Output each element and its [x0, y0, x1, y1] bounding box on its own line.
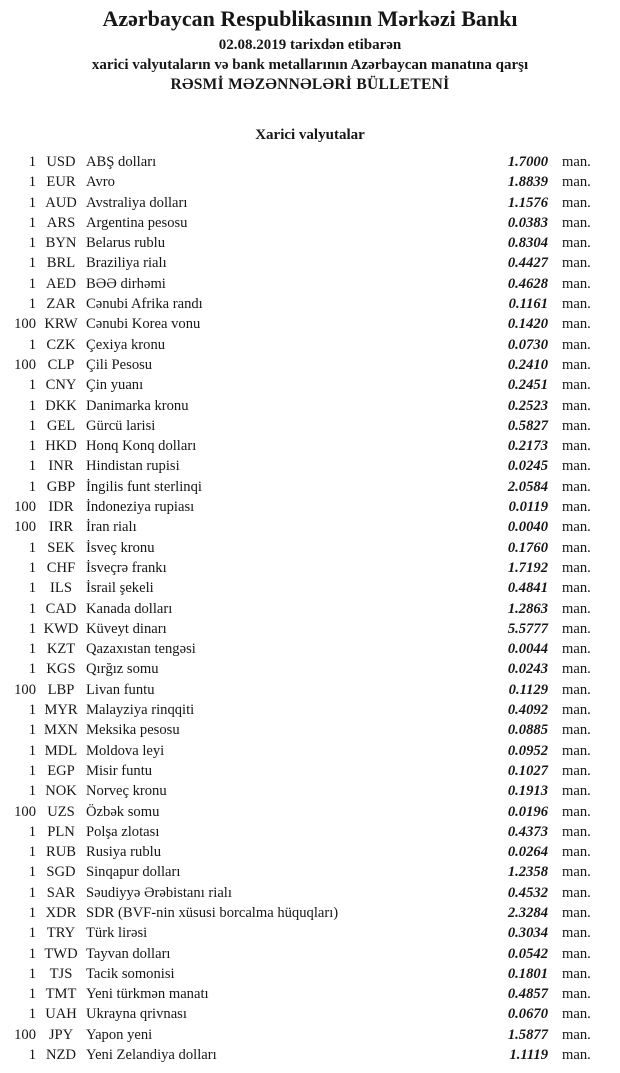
row-unit: man. — [562, 742, 591, 759]
row-currency-code: ZAR — [46, 296, 76, 313]
row-unit: man. — [562, 661, 591, 678]
row-currency-name: Norveç kronu — [86, 783, 167, 800]
row-rate: 0.0885 — [507, 722, 548, 739]
row-rate: 0.0040 — [507, 519, 548, 536]
row-quantity: 1 — [28, 904, 36, 921]
row-currency-code: XDR — [45, 904, 77, 921]
table-row — [0, 619, 620, 639]
table-row — [0, 680, 620, 700]
row-currency-code: IRR — [48, 519, 74, 536]
row-currency-code: MYR — [44, 702, 78, 719]
row-currency-name: Argentina pesosu — [86, 214, 188, 231]
row-currency-name: Tacik somonisi — [86, 965, 175, 982]
row-currency-code: SAR — [46, 884, 76, 901]
row-currency-code: AUD — [45, 194, 77, 211]
row-unit: man. — [562, 316, 591, 333]
table-row — [0, 1025, 620, 1045]
table-row — [0, 396, 620, 416]
row-unit: man. — [562, 762, 591, 779]
table-row — [0, 984, 620, 1004]
row-unit: man. — [562, 417, 591, 434]
row-rate: 2.0584 — [507, 478, 548, 495]
row-rate: 0.8304 — [507, 235, 548, 252]
row-quantity: 1 — [28, 235, 36, 252]
row-rate: 2.3284 — [507, 904, 548, 921]
table-row — [0, 314, 620, 334]
row-quantity: 1 — [28, 641, 36, 658]
row-unit: man. — [562, 580, 591, 597]
table-row — [0, 558, 620, 578]
row-rate: 0.4092 — [507, 702, 548, 719]
row-currency-name: Gürcü larisi — [86, 417, 156, 434]
row-quantity: 100 — [14, 1026, 36, 1043]
row-rate: 0.0243 — [507, 661, 548, 678]
row-quantity: 1 — [28, 1006, 36, 1023]
bulletin-title: RƏSMİ MƏZƏNNƏLƏRİ BÜLLETENİ — [170, 76, 450, 93]
row-currency-code: USD — [46, 154, 76, 170]
row-quantity: 1 — [28, 377, 36, 394]
row-currency-code: HKD — [45, 438, 77, 455]
row-quantity: 1 — [28, 823, 36, 840]
row-currency-name: Braziliya rialı — [86, 255, 167, 272]
section-title: Xarici valyutalar — [255, 127, 365, 143]
row-rate: 0.4841 — [507, 580, 548, 597]
row-currency-name: İsveçrə frankı — [86, 559, 167, 576]
bank-title: Azərbaycan Respublikasının Mərkəzi Bankı — [102, 6, 518, 31]
row-currency-name: Ukrayna qrivnası — [86, 1006, 187, 1023]
row-currency-name: İngilis funt sterlinqi — [86, 478, 202, 495]
table-row — [0, 375, 620, 395]
row-rate: 0.0245 — [507, 458, 548, 475]
row-currency-code: DKK — [45, 397, 77, 414]
table-row — [0, 477, 620, 497]
row-currency-name: Avstraliya dolları — [86, 194, 188, 211]
row-currency-code: KWD — [43, 620, 79, 637]
row-unit: man. — [562, 823, 591, 840]
row-rate: 0.0952 — [507, 742, 548, 759]
row-rate: 0.1913 — [507, 783, 548, 800]
table-row — [0, 842, 620, 862]
row-quantity: 1 — [28, 722, 36, 739]
row-currency-code: TRY — [46, 925, 76, 942]
row-unit: man. — [562, 986, 591, 1003]
table-row — [0, 761, 620, 781]
row-unit: man. — [562, 235, 591, 252]
row-rate: 0.1760 — [507, 539, 548, 556]
bulletin-header — [0, 6, 620, 95]
table-row — [0, 517, 620, 537]
row-unit: man. — [562, 884, 591, 901]
row-unit: man. — [562, 844, 591, 861]
row-currency-code: LBP — [47, 681, 75, 698]
row-quantity: 1 — [28, 1047, 36, 1064]
row-quantity: 1 — [28, 580, 36, 597]
row-unit: man. — [562, 539, 591, 556]
row-unit: man. — [562, 1047, 591, 1064]
row-rate: 0.0730 — [507, 336, 548, 353]
row-currency-code: JPY — [48, 1026, 74, 1043]
row-quantity: 1 — [28, 965, 36, 982]
row-currency-name: Belarus rublu — [86, 235, 166, 252]
row-currency-name: Kanada dolları — [86, 600, 173, 617]
table-row — [0, 822, 620, 842]
row-quantity: 1 — [28, 925, 36, 942]
row-quantity: 100 — [14, 803, 36, 820]
row-unit: man. — [562, 803, 591, 820]
row-currency-code: GEL — [46, 417, 76, 434]
table-row — [0, 1004, 620, 1024]
row-quantity: 1 — [28, 458, 36, 475]
table-row — [0, 862, 620, 882]
row-rate: 0.2410 — [507, 356, 548, 373]
row-rate: 0.2523 — [507, 397, 548, 414]
row-quantity: 1 — [28, 702, 36, 719]
table-row — [0, 578, 620, 598]
row-currency-code: AED — [46, 275, 76, 292]
table-row — [0, 538, 620, 558]
row-currency-name: Misir funtu — [86, 762, 153, 779]
row-quantity: 1 — [28, 275, 36, 292]
row-unit: man. — [562, 702, 591, 719]
table-row — [0, 335, 620, 355]
row-quantity: 1 — [28, 397, 36, 414]
table-row — [0, 416, 620, 436]
table-row — [0, 436, 620, 456]
row-currency-name: İsrail şekeli — [86, 580, 154, 597]
row-quantity: 1 — [28, 174, 36, 191]
row-quantity: 1 — [28, 762, 36, 779]
row-unit: man. — [562, 559, 591, 576]
row-quantity: 1 — [28, 661, 36, 678]
currency-table — [0, 152, 620, 1065]
row-unit: man. — [562, 154, 591, 170]
table-row — [0, 172, 620, 192]
row-rate: 0.1129 — [508, 681, 548, 698]
row-currency-name: Qazaxıstan tengəsi — [86, 641, 196, 658]
row-currency-name: Qırğız somu — [86, 661, 159, 678]
row-rate: 0.5827 — [507, 417, 548, 434]
table-row — [0, 802, 620, 822]
row-currency-code: RUB — [45, 844, 76, 861]
row-unit: man. — [562, 377, 591, 394]
row-currency-code: MXN — [43, 722, 79, 739]
row-unit: man. — [562, 681, 591, 698]
row-currency-name: Çili Pesosu — [86, 356, 153, 373]
table-row — [0, 274, 620, 294]
row-rate: 0.1801 — [507, 965, 548, 982]
row-currency-code: EGP — [47, 762, 75, 779]
table-row — [0, 944, 620, 964]
row-currency-name: Çin yuanı — [86, 377, 144, 394]
row-rate: 1.7192 — [507, 559, 548, 576]
row-currency-code: NZD — [46, 1047, 76, 1064]
row-rate: 1.2863 — [507, 600, 548, 617]
row-currency-code: TJS — [49, 965, 73, 982]
row-unit: man. — [562, 519, 591, 536]
row-unit: man. — [562, 783, 591, 800]
row-currency-name: SDR (BVF-nin xüsusi borcalma hüquqları) — [86, 904, 339, 921]
row-currency-code: KGS — [46, 661, 76, 678]
row-currency-code: NOK — [45, 783, 77, 800]
row-currency-name: Yeni Zelandiya dolları — [86, 1047, 217, 1064]
row-currency-code: BRL — [46, 255, 76, 272]
row-currency-code: SEK — [47, 539, 75, 556]
row-currency-name: Sinqapur dolları — [86, 864, 181, 881]
table-row — [0, 964, 620, 984]
row-currency-code: CHF — [46, 559, 76, 576]
row-currency-name: Avro — [86, 174, 115, 191]
row-currency-name: Çexiya kronu — [86, 336, 166, 353]
subtitle-line: xarici valyutaların və bank metallarının Azərbaycan manatına qarşı — [91, 57, 529, 73]
row-unit: man. — [562, 1006, 591, 1023]
table-row — [0, 294, 620, 314]
row-quantity: 1 — [28, 336, 36, 353]
row-rate: 0.4373 — [507, 823, 548, 840]
row-currency-name: İsveç kronu — [86, 539, 155, 556]
row-currency-name: Honq Konq dolları — [86, 438, 197, 455]
row-currency-name: Moldova leyi — [86, 742, 165, 759]
row-currency-code: CLP — [47, 356, 75, 373]
table-row — [0, 497, 620, 517]
row-currency-code: EUR — [46, 174, 76, 191]
row-unit: man. — [562, 194, 591, 211]
row-unit: man. — [562, 438, 591, 455]
row-unit: man. — [562, 458, 591, 475]
table-row — [0, 193, 620, 213]
row-currency-name: Polşa zlotası — [86, 823, 160, 840]
row-rate: 0.1161 — [508, 296, 548, 313]
row-quantity: 1 — [28, 478, 36, 495]
table-row — [0, 781, 620, 801]
row-currency-code: IDR — [48, 499, 74, 516]
row-quantity: 1 — [28, 214, 36, 231]
table-row — [0, 152, 620, 172]
row-rate: 1.7000 — [507, 154, 548, 170]
row-currency-code: TMT — [45, 986, 77, 1003]
row-currency-code: KRW — [44, 316, 78, 333]
table-row — [0, 700, 620, 720]
row-rate: 1.1576 — [507, 194, 548, 211]
row-currency-name: Cənubi Afrika randı — [86, 296, 203, 313]
row-unit: man. — [562, 945, 591, 962]
row-quantity: 1 — [28, 539, 36, 556]
row-rate: 0.4427 — [507, 255, 548, 272]
table-row — [0, 355, 620, 375]
row-quantity: 1 — [28, 600, 36, 617]
row-currency-code: UAH — [45, 1006, 77, 1023]
row-rate: 0.1027 — [507, 762, 548, 779]
row-currency-name: Türk lirəsi — [86, 925, 148, 942]
row-rate: 0.0383 — [507, 214, 548, 231]
row-unit: man. — [562, 397, 591, 414]
row-unit: man. — [562, 925, 591, 942]
row-currency-name: Meksika pesosu — [86, 722, 180, 739]
row-unit: man. — [562, 620, 591, 637]
row-quantity: 1 — [28, 986, 36, 1003]
table-row — [0, 903, 620, 923]
row-currency-name: ABŞ dolları — [86, 154, 157, 170]
row-unit: man. — [562, 904, 591, 921]
row-quantity: 1 — [28, 154, 36, 170]
row-unit: man. — [562, 641, 591, 658]
row-unit: man. — [562, 296, 591, 313]
row-rate: 1.2358 — [507, 864, 548, 881]
row-unit: man. — [562, 864, 591, 881]
row-rate: 1.1119 — [509, 1047, 548, 1064]
row-currency-code: CNY — [45, 377, 77, 394]
row-unit: man. — [562, 174, 591, 191]
row-currency-name: Malayziya rinqqiti — [86, 702, 195, 719]
table-row — [0, 213, 620, 233]
row-quantity: 100 — [14, 316, 36, 333]
effective-date-line: 02.08.2019 tarixdən etibarən — [218, 37, 402, 53]
row-currency-name: Livan funtu — [86, 681, 155, 698]
row-currency-code: GBP — [46, 478, 76, 495]
row-quantity: 100 — [14, 356, 36, 373]
row-currency-name: Yeni türkmən manatı — [86, 986, 209, 1003]
row-currency-name: Özbək somu — [86, 803, 160, 820]
row-currency-code: PLN — [47, 823, 75, 840]
table-row — [0, 923, 620, 943]
row-rate: 0.2173 — [507, 438, 548, 455]
row-quantity: 1 — [28, 438, 36, 455]
row-unit: man. — [562, 722, 591, 739]
row-currency-code: CAD — [45, 600, 77, 617]
row-currency-name: Rusiya rublu — [86, 844, 161, 861]
row-currency-name: BƏƏ dirhəmi — [86, 275, 166, 292]
table-row — [0, 456, 620, 476]
table-row — [0, 253, 620, 273]
row-unit: man. — [562, 600, 591, 617]
row-unit: man. — [562, 356, 591, 373]
row-unit: man. — [562, 255, 591, 272]
row-quantity: 1 — [28, 620, 36, 637]
row-quantity: 1 — [28, 559, 36, 576]
row-rate: 0.4857 — [507, 986, 548, 1003]
table-row — [0, 659, 620, 679]
row-rate: 1.5877 — [507, 1026, 548, 1043]
table-row — [0, 883, 620, 903]
row-rate: 0.3034 — [507, 925, 548, 942]
row-quantity: 1 — [28, 783, 36, 800]
table-row — [0, 599, 620, 619]
row-quantity: 1 — [28, 844, 36, 861]
table-row — [0, 720, 620, 740]
row-unit: man. — [562, 275, 591, 292]
row-quantity: 1 — [28, 864, 36, 881]
row-rate: 0.0264 — [507, 844, 548, 861]
row-currency-name: Tayvan dolları — [86, 945, 171, 962]
row-currency-name: Küveyt dinarı — [86, 620, 167, 637]
table-row — [0, 1045, 620, 1065]
row-currency-name: Səudiyyə Ərəbistanı rialı — [86, 884, 232, 901]
table-row — [0, 233, 620, 253]
row-quantity: 1 — [28, 296, 36, 313]
row-quantity: 1 — [28, 255, 36, 272]
row-rate: 1.8839 — [507, 174, 548, 191]
row-rate: 0.2451 — [507, 377, 548, 394]
row-rate: 0.1420 — [507, 316, 548, 333]
row-quantity: 1 — [28, 742, 36, 759]
row-currency-name: İran rialı — [86, 519, 137, 536]
row-quantity: 100 — [14, 519, 36, 536]
row-unit: man. — [562, 478, 591, 495]
row-currency-code: SGD — [46, 864, 76, 881]
row-currency-code: UZS — [47, 803, 75, 820]
row-quantity: 1 — [28, 945, 36, 962]
row-quantity: 100 — [14, 681, 36, 698]
row-currency-code: ILS — [50, 580, 72, 597]
row-currency-code: KZT — [46, 641, 76, 658]
row-rate: 0.0044 — [507, 641, 548, 658]
row-currency-code: CZK — [46, 336, 76, 353]
row-unit: man. — [562, 336, 591, 353]
row-currency-name: İndoneziya rupiası — [86, 499, 195, 516]
row-currency-code: BYN — [45, 235, 77, 252]
row-unit: man. — [562, 1026, 591, 1043]
row-currency-code: TWD — [44, 945, 78, 962]
row-currency-code: INR — [48, 458, 74, 475]
row-rate: 0.4628 — [507, 275, 548, 292]
row-rate: 0.0670 — [507, 1006, 548, 1023]
row-currency-code: ARS — [46, 214, 76, 231]
row-rate: 5.5777 — [507, 620, 548, 637]
row-unit: man. — [562, 214, 591, 231]
row-currency-name: Danimarka kronu — [86, 397, 189, 414]
row-unit: man. — [562, 499, 591, 516]
row-quantity: 1 — [28, 884, 36, 901]
row-quantity: 100 — [14, 499, 36, 516]
row-unit: man. — [562, 965, 591, 982]
table-row — [0, 639, 620, 659]
table-row — [0, 741, 620, 761]
row-rate: 0.4532 — [507, 884, 548, 901]
row-rate: 0.0119 — [508, 499, 548, 516]
row-rate: 0.0196 — [507, 803, 548, 820]
row-rate: 0.0542 — [507, 945, 548, 962]
row-currency-name: Hindistan rupisi — [86, 458, 180, 475]
row-currency-code: MDL — [44, 742, 78, 759]
row-currency-name: Cənubi Korea vonu — [86, 316, 201, 333]
row-quantity: 1 — [28, 194, 36, 211]
row-currency-name: Yapon yeni — [86, 1026, 153, 1043]
row-quantity: 1 — [28, 417, 36, 434]
